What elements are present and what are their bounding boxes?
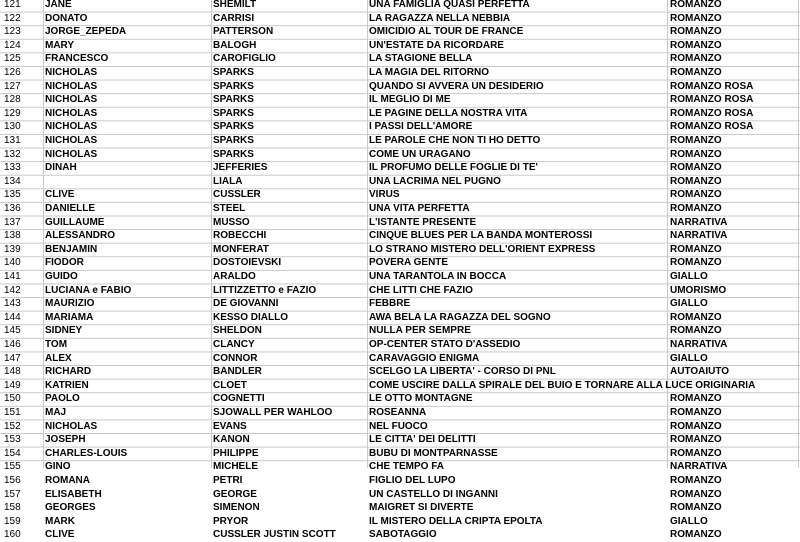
first-name-cell[interactable]: GEORGES — [45, 502, 96, 514]
table-row[interactable] — [0, 433, 800, 447]
last-name-cell[interactable]: SPARKS — [213, 107, 254, 119]
table-row[interactable] — [0, 134, 800, 148]
last-name-cell[interactable]: LITTIZZETTO e FAZIO — [213, 284, 317, 296]
genre-cell[interactable]: ROMANZO ROSA — [670, 80, 754, 92]
title-cell[interactable]: LE PAGINE DELLA NOSTRA VITA — [369, 107, 528, 119]
row-number-cell[interactable]: 159 — [4, 515, 21, 527]
genre-cell[interactable]: NARRATIVA — [670, 339, 728, 350]
title-cell[interactable]: UNA FAMIGLIA QUASI PERFETTA — [369, 0, 530, 10]
genre-cell[interactable]: GIALLO — [670, 298, 708, 310]
row-number-cell[interactable]: 149 — [4, 379, 21, 391]
last-name-cell[interactable]: ARALDO — [213, 271, 256, 282]
last-name-cell[interactable]: PHILIPPE — [213, 447, 259, 459]
title-cell[interactable]: LE CITTA' DEI DELITTI — [369, 434, 476, 446]
table-row[interactable] — [0, 501, 800, 515]
first-name-cell[interactable]: SIDNEY — [45, 325, 83, 337]
first-name-cell[interactable]: NICHOLAS — [45, 148, 98, 160]
genre-cell[interactable]: ROMANZO — [670, 26, 722, 38]
genre-cell[interactable]: ROMANZO — [670, 0, 722, 10]
title-cell[interactable]: MAIGRET SI DIVERTE — [369, 502, 474, 514]
row-number-cell[interactable]: 136 — [4, 203, 21, 214]
title-cell[interactable]: CINQUE BLUES PER LA BANDA MONTEROSSI — [369, 230, 593, 242]
first-name-cell[interactable]: NICHOLAS — [45, 107, 98, 119]
last-name-cell[interactable]: SPARKS — [213, 80, 254, 92]
table-row[interactable] — [0, 392, 800, 406]
first-name-cell[interactable]: GUILLAUME — [45, 216, 105, 228]
row-number-cell[interactable]: 133 — [4, 162, 21, 174]
table-row[interactable] — [0, 324, 800, 338]
title-cell[interactable]: CHE TEMPO FA — [369, 461, 445, 473]
first-name-cell[interactable]: ELISABETH — [45, 488, 102, 500]
first-name-cell[interactable]: RICHARD — [45, 366, 92, 378]
table-row[interactable] — [0, 406, 800, 420]
first-name-cell[interactable]: MARIAMA — [45, 311, 94, 323]
title-cell[interactable]: LE PAROLE CHE NON TI HO DETTO — [369, 135, 541, 146]
last-name-cell[interactable]: SPARKS — [213, 94, 254, 106]
first-name-cell[interactable]: DONATO — [45, 12, 88, 24]
title-cell[interactable]: IL PROFUMO DELLE FOGLIE DI TE' — [369, 162, 538, 174]
title-cell[interactable]: LO STRANO MISTERO DELL'ORIENT EXPRESS — [369, 243, 596, 255]
title-cell[interactable]: I PASSI DELL'AMORE — [369, 121, 473, 133]
genre-cell[interactable]: GIALLO — [670, 352, 708, 364]
last-name-cell[interactable]: EVANS — [213, 420, 247, 432]
last-name-cell[interactable]: BANDLER — [213, 366, 262, 378]
row-number-cell[interactable]: 121 — [4, 0, 21, 10]
genre-cell[interactable]: GIALLO — [670, 515, 708, 527]
table-row[interactable] — [0, 161, 800, 175]
genre-cell[interactable]: ROMANZO — [670, 203, 722, 214]
row-number-cell[interactable]: 131 — [4, 135, 21, 146]
title-cell[interactable]: SCELGO LA LIBERTA' - CORSO DI PNL — [369, 366, 556, 378]
row-number-cell[interactable]: 148 — [4, 366, 21, 378]
title-cell[interactable]: BUBU DI MONTPARNASSE — [369, 447, 498, 459]
title-cell[interactable]: IL MISTERO DELLA CRIPTA EPOLTA — [369, 515, 543, 527]
row-number-cell[interactable]: 152 — [4, 420, 21, 432]
first-name-cell[interactable]: LUCIANA e FABIO — [45, 284, 132, 296]
genre-cell[interactable]: ROMANZO — [670, 53, 722, 65]
title-cell[interactable]: FIGLIO DEL LUPO — [369, 475, 456, 486]
first-name-cell[interactable]: JOSEPH — [45, 434, 86, 446]
last-name-cell[interactable]: GEORGE — [213, 488, 257, 500]
row-number-cell[interactable]: 157 — [4, 488, 21, 500]
title-cell[interactable]: FEBBRE — [369, 298, 411, 310]
table-row[interactable] — [0, 0, 800, 12]
last-name-cell[interactable]: SHEMILT — [213, 0, 257, 10]
table-row[interactable] — [0, 175, 800, 189]
row-number-cell[interactable]: 126 — [4, 67, 21, 78]
last-name-cell[interactable]: MICHELE — [213, 461, 258, 473]
last-name-cell[interactable]: PETRI — [213, 475, 243, 486]
last-name-cell[interactable]: JEFFERIES — [213, 162, 268, 174]
last-name-cell[interactable]: CUSSLER JUSTIN SCOTT — [213, 529, 336, 541]
title-cell[interactable]: AWA BELA LA RAGAZZA DEL SOGNO — [369, 311, 551, 323]
table-row[interactable] — [0, 256, 800, 270]
table-row[interactable] — [0, 39, 800, 53]
title-cell[interactable]: COME USCIRE DALLA SPIRALE DEL BUIO E TORNARE ALLA LUCE ORIGINARIA — [369, 379, 756, 391]
row-number-cell[interactable]: 135 — [4, 189, 21, 201]
title-cell[interactable]: COME UN URAGANO — [369, 148, 471, 160]
first-name-cell[interactable]: NICHOLAS — [45, 67, 98, 78]
last-name-cell[interactable]: CLOET — [213, 379, 247, 391]
genre-cell[interactable]: ROMANZO — [670, 311, 722, 323]
row-number-cell[interactable]: 129 — [4, 107, 21, 119]
table-row[interactable] — [0, 188, 800, 202]
title-cell[interactable]: LA MAGIA DEL RITORNO — [369, 67, 489, 78]
last-name-cell[interactable]: PATTERSON — [213, 26, 274, 38]
row-number-cell[interactable]: 142 — [4, 284, 21, 296]
title-cell[interactable]: LA RAGAZZA NELLA NEBBIA — [369, 12, 511, 24]
genre-cell[interactable]: GIALLO — [670, 271, 708, 282]
genre-cell[interactable]: ROMANZO ROSA — [670, 107, 754, 119]
row-number-cell[interactable]: 137 — [4, 216, 21, 228]
title-cell[interactable]: SABOTAGGIO — [369, 529, 437, 541]
first-name-cell[interactable]: NICHOLAS — [45, 420, 98, 432]
row-number-cell[interactable]: 154 — [4, 447, 21, 459]
title-cell[interactable]: CARAVAGGIO ENIGMA — [369, 352, 480, 364]
row-number-cell[interactable]: 123 — [4, 26, 21, 38]
title-cell[interactable]: LA STAGIONE BELLA — [369, 53, 473, 65]
table-row[interactable] — [0, 528, 800, 542]
title-cell[interactable]: VIRUS — [369, 189, 400, 201]
genre-cell[interactable]: ROMANZO — [670, 434, 722, 446]
genre-cell[interactable]: ROMANZO — [670, 189, 722, 201]
row-number-cell[interactable]: 160 — [4, 529, 21, 541]
genre-cell[interactable]: ROMANZO — [670, 162, 722, 174]
row-number-cell[interactable]: 158 — [4, 502, 21, 514]
genre-cell[interactable]: ROMANZO — [670, 325, 722, 337]
table-row[interactable] — [0, 66, 800, 80]
first-name-cell[interactable]: CHARLES-LOUIS — [45, 447, 128, 459]
first-name-cell[interactable]: CLIVE — [45, 189, 75, 201]
genre-cell[interactable]: ROMANZO — [670, 243, 722, 255]
table-row[interactable] — [0, 229, 800, 243]
first-name-cell[interactable]: ALEX — [45, 352, 72, 364]
last-name-cell[interactable]: DOSTOIEVSKI — [213, 257, 282, 269]
last-name-cell[interactable]: PRYOR — [213, 515, 249, 527]
row-number-cell[interactable]: 155 — [4, 461, 21, 473]
row-number-cell[interactable]: 156 — [4, 475, 21, 486]
genre-cell[interactable]: ROMANZO — [670, 475, 722, 486]
table-row[interactable] — [0, 270, 800, 284]
first-name-cell[interactable]: JANE — [45, 0, 72, 10]
genre-cell[interactable]: ROMANZO — [670, 447, 722, 459]
genre-cell[interactable]: ROMANZO — [670, 420, 722, 432]
row-number-cell[interactable]: 151 — [4, 407, 21, 418]
title-cell[interactable]: NEL FUOCO — [369, 420, 428, 432]
title-cell[interactable]: CHE LITTI CHE FAZIO — [369, 284, 473, 296]
row-number-cell[interactable]: 146 — [4, 339, 21, 350]
genre-cell[interactable]: ROMANZO — [670, 488, 722, 500]
first-name-cell[interactable]: BENJAMIN — [45, 243, 98, 255]
genre-cell[interactable]: NARRATIVA — [670, 230, 728, 242]
table-row[interactable] — [0, 297, 800, 311]
table-row[interactable] — [0, 216, 800, 230]
genre-cell[interactable]: AUTOAIUTO — [670, 366, 730, 378]
table-row[interactable] — [0, 338, 800, 352]
row-number-cell[interactable]: 147 — [4, 352, 21, 364]
table-row[interactable] — [0, 379, 800, 393]
last-name-cell[interactable]: COGNETTI — [213, 393, 265, 405]
title-cell[interactable]: IL MEGLIO DI ME — [369, 94, 451, 106]
last-name-cell[interactable]: SHELDON — [213, 325, 262, 337]
first-name-cell[interactable]: PAOLO — [45, 393, 80, 405]
last-name-cell[interactable]: SPARKS — [213, 148, 254, 160]
table-row[interactable] — [0, 284, 800, 298]
first-name-cell[interactable]: ALESSANDRO — [45, 230, 116, 242]
last-name-cell[interactable]: MUSSO — [213, 216, 250, 228]
table-row[interactable] — [0, 25, 800, 39]
table-row[interactable] — [0, 243, 800, 257]
last-name-cell[interactable]: CARRISI — [213, 12, 255, 24]
first-name-cell[interactable]: KATRIEN — [45, 379, 89, 391]
table-row[interactable] — [0, 107, 800, 121]
row-number-cell[interactable]: 150 — [4, 393, 21, 405]
genre-cell[interactable]: ROMANZO — [670, 393, 722, 405]
genre-cell[interactable]: ROMANZO ROSA — [670, 121, 754, 133]
genre-cell[interactable]: ROMANZO ROSA — [670, 94, 754, 106]
last-name-cell[interactable]: BALOGH — [213, 39, 257, 51]
table-row[interactable] — [0, 420, 800, 434]
table-row[interactable] — [0, 80, 800, 94]
row-number-cell[interactable]: 139 — [4, 243, 21, 255]
last-name-cell[interactable]: SPARKS — [213, 67, 254, 78]
first-name-cell[interactable]: CLIVE — [45, 529, 75, 541]
first-name-cell[interactable]: NICHOLAS — [45, 94, 98, 106]
first-name-cell[interactable]: NICHOLAS — [45, 135, 98, 146]
genre-cell[interactable]: ROMANZO — [670, 135, 722, 146]
row-number-cell[interactable]: 122 — [4, 12, 21, 24]
row-number-cell[interactable]: 153 — [4, 434, 21, 446]
genre-cell[interactable]: NARRATIVA — [670, 461, 728, 473]
last-name-cell[interactable]: KANON — [213, 434, 250, 446]
title-cell[interactable]: UN'ESTATE DA RICORDARE — [369, 39, 504, 51]
first-name-cell[interactable]: ROMANA — [45, 475, 90, 486]
title-cell[interactable]: NULLA PER SEMPRE — [369, 325, 471, 337]
last-name-cell[interactable]: CAROFIGLIO — [213, 53, 276, 65]
first-name-cell[interactable]: FIODOR — [45, 257, 84, 269]
genre-cell[interactable]: ROMANZO — [670, 257, 722, 269]
row-number-cell[interactable]: 132 — [4, 148, 21, 160]
last-name-cell[interactable]: CLANCY — [213, 339, 255, 350]
last-name-cell[interactable]: DE GIOVANNI — [213, 298, 279, 310]
row-number-cell[interactable]: 144 — [4, 311, 21, 323]
row-number-cell[interactable]: 143 — [4, 298, 21, 310]
first-name-cell[interactable]: GUIDO — [45, 271, 78, 282]
last-name-cell[interactable]: LIALA — [213, 175, 243, 187]
last-name-cell[interactable]: SPARKS — [213, 135, 254, 146]
table-row[interactable] — [0, 202, 800, 216]
last-name-cell[interactable]: STEEL — [213, 203, 246, 214]
first-name-cell[interactable]: NICHOLAS — [45, 80, 98, 92]
genre-cell[interactable]: ROMANZO — [670, 175, 722, 187]
table-row[interactable] — [0, 488, 800, 502]
genre-cell[interactable]: ROMANZO — [670, 148, 722, 160]
first-name-cell[interactable]: FRANCESCO — [45, 53, 109, 65]
table-row[interactable] — [0, 311, 800, 325]
title-cell[interactable]: UN CASTELLO DI INGANNI — [369, 488, 498, 500]
row-number-cell[interactable]: 140 — [4, 257, 21, 269]
first-name-cell[interactable]: MAURIZIO — [45, 298, 95, 310]
last-name-cell[interactable]: KESSO DIALLO — [213, 311, 289, 323]
first-name-cell[interactable]: DINAH — [45, 162, 77, 174]
last-name-cell[interactable]: SIMENON — [213, 502, 260, 514]
table-row[interactable] — [0, 474, 800, 488]
first-name-cell[interactable]: MARY — [45, 39, 75, 51]
first-name-cell[interactable]: GINO — [45, 461, 71, 473]
row-number-cell[interactable]: 124 — [4, 39, 21, 51]
row-number-cell[interactable]: 141 — [4, 271, 21, 282]
first-name-cell[interactable]: NICHOLAS — [45, 121, 98, 133]
title-cell[interactable]: QUANDO SI AVVERA UN DESIDERIO — [369, 80, 544, 92]
title-cell[interactable]: L'ISTANTE PRESENTE — [369, 216, 477, 228]
genre-cell[interactable]: ROMANZO — [670, 529, 722, 541]
title-cell[interactable]: UNA LACRIMA NEL PUGNO — [369, 175, 501, 187]
genre-cell[interactable]: ROMANZO — [670, 12, 722, 24]
title-cell[interactable]: LE OTTO MONTAGNE — [369, 393, 473, 405]
row-number-cell[interactable]: 134 — [4, 175, 21, 187]
row-number-cell[interactable]: 125 — [4, 53, 21, 65]
table-row[interactable] — [0, 460, 800, 474]
table-row[interactable] — [0, 12, 800, 26]
first-name-cell[interactable]: DANIELLE — [45, 203, 95, 214]
table-row[interactable] — [0, 93, 800, 107]
table-row[interactable] — [0, 447, 800, 461]
row-number-cell[interactable]: 130 — [4, 121, 21, 133]
row-number-cell[interactable]: 127 — [4, 80, 21, 92]
last-name-cell[interactable]: CONNOR — [213, 352, 258, 364]
genre-cell[interactable]: UMORISMO — [670, 284, 727, 296]
first-name-cell[interactable]: TOM — [45, 339, 68, 350]
title-cell[interactable]: OMICIDIO AL TOUR DE FRANCE — [369, 26, 524, 38]
last-name-cell[interactable]: ROBECCHI — [213, 230, 267, 242]
title-cell[interactable]: OP-CENTER STATO D'ASSEDIO — [369, 339, 521, 350]
last-name-cell[interactable]: CUSSLER — [213, 189, 261, 201]
table-row[interactable] — [0, 365, 800, 379]
table-row[interactable] — [0, 515, 800, 529]
genre-cell[interactable]: ROMANZO — [670, 407, 722, 418]
first-name-cell[interactable]: MARK — [45, 515, 75, 527]
title-cell[interactable]: UNA VITA PERFETTA — [369, 203, 470, 214]
genre-cell[interactable]: ROMANZO — [670, 39, 722, 51]
last-name-cell[interactable]: SPARKS — [213, 121, 254, 133]
title-cell[interactable]: UNA TARANTOLA IN BOCCA — [369, 271, 507, 282]
first-name-cell[interactable]: JORGE_ZEPEDA — [45, 26, 127, 38]
title-cell[interactable]: POVERA GENTE — [369, 257, 449, 269]
last-name-cell[interactable]: SJOWALL PER WAHLOO — [213, 407, 333, 418]
row-number-cell[interactable]: 128 — [4, 94, 21, 106]
genre-cell[interactable]: ROMANZO — [670, 502, 722, 514]
last-name-cell[interactable]: MONFERAT — [213, 243, 269, 255]
row-number-cell[interactable]: 145 — [4, 325, 21, 337]
table-row[interactable] — [0, 120, 800, 134]
row-number-cell[interactable]: 138 — [4, 230, 21, 242]
genre-cell[interactable]: NARRATIVA — [670, 216, 728, 228]
first-name-cell[interactable]: MAJ — [45, 407, 67, 418]
table-row[interactable] — [0, 148, 800, 162]
title-cell[interactable]: ROSEANNA — [369, 407, 427, 418]
genre-cell[interactable]: ROMANZO — [670, 67, 722, 78]
table-row[interactable] — [0, 52, 800, 66]
table-row[interactable] — [0, 352, 800, 366]
